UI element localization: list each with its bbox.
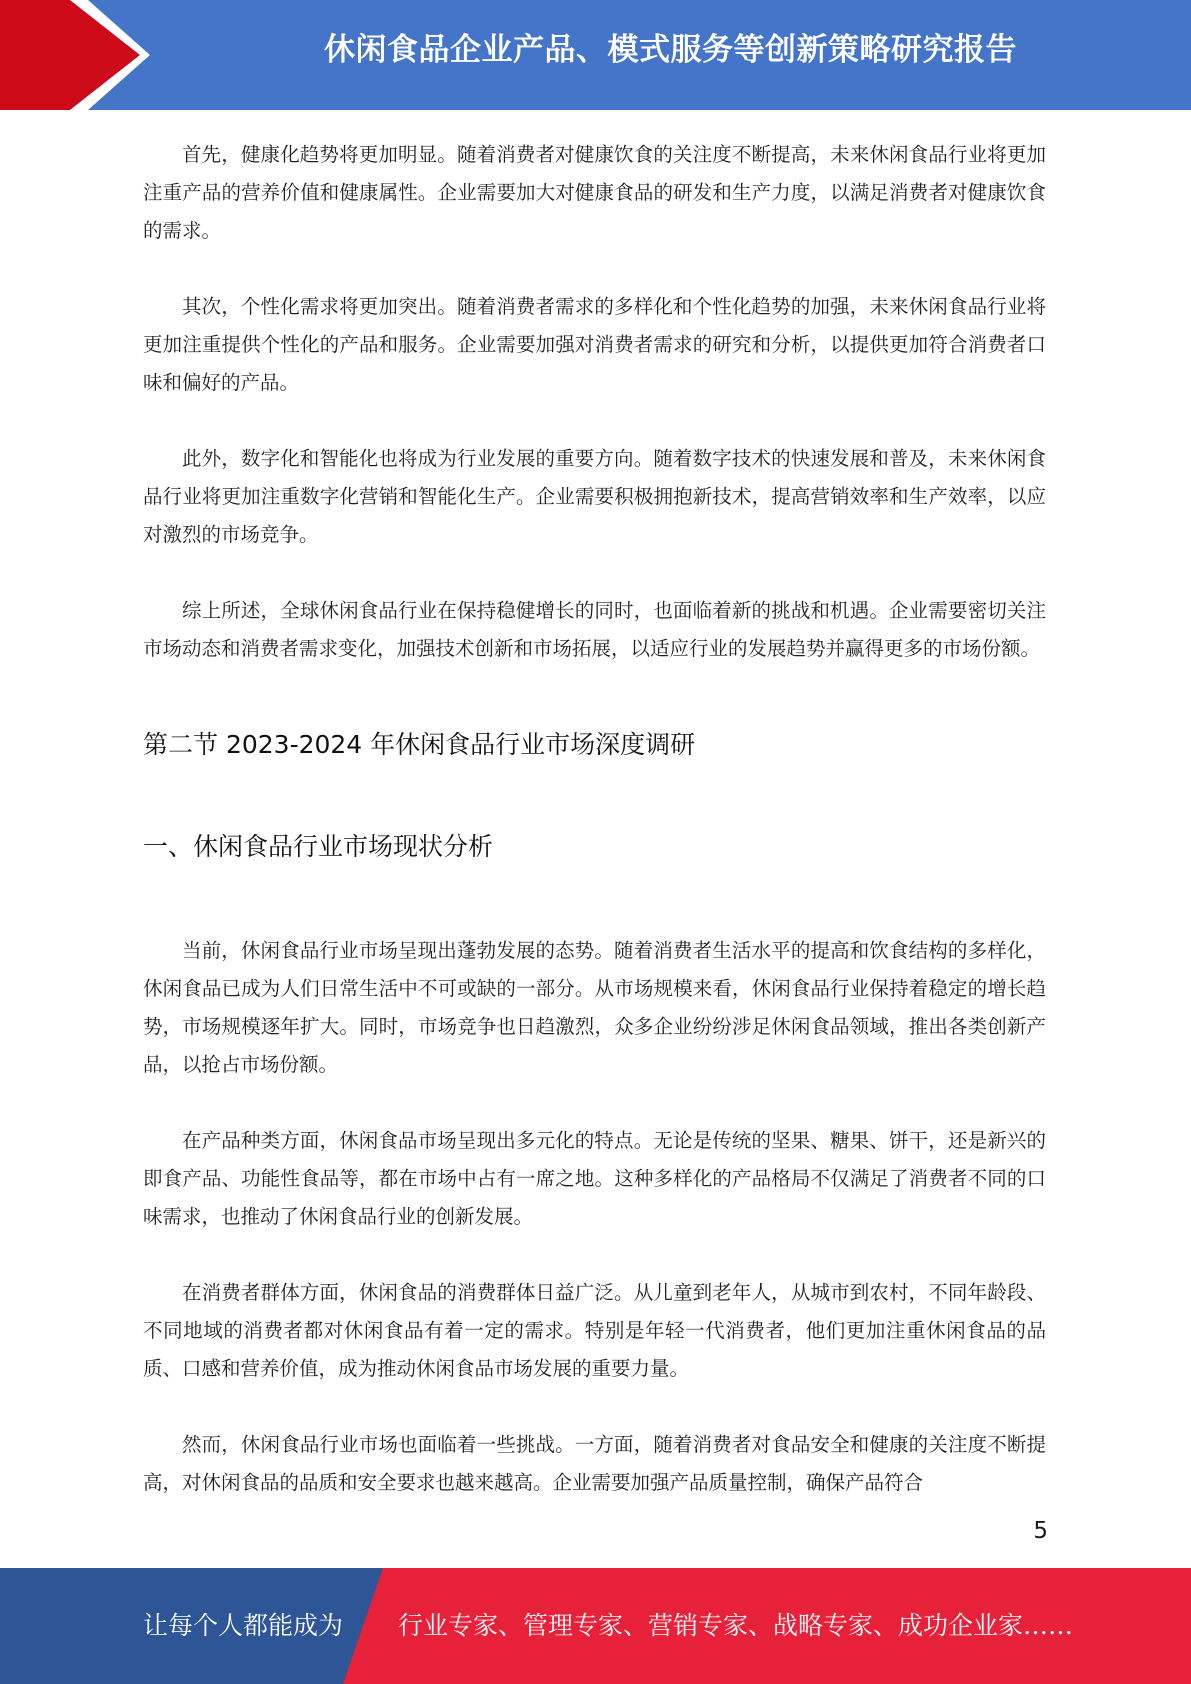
- footer-slogan-left: 让每个人都能成为: [143, 1611, 344, 1640]
- section-heading: 第二节 2023-2024 年休闲食品行业市场深度调研: [143, 730, 696, 759]
- paragraph: 其次，个性化需求将更加突出。随着消费者需求的多样化和个性化趋势的加强，未来休闲食品行业将更加注重提供个性化的产品和服务。企业需要加强对消费者需求的研究和分析，以提供更加符合消费者口味和偏好的产品。: [143, 295, 1046, 394]
- paragraph: 在产品种类方面，休闲食品市场呈现出多元化的特点。无论是传统的坚果、糖果、饼干，还是新兴的即食产品、功能性食品等，都在市场中占有一席之地。这种多样化的产品格局不仅满足了消费者不同的口味需求，也推动了休闲食品行业的创新发展。: [143, 1129, 1046, 1228]
- paragraph: 然而，休闲食品行业市场也面临着一些挑战。一方面，随着消费者对食品安全和健康的关注度不断提高，对休闲食品的品质和安全要求也越来越高。企业需要加强产品质量控制，确保产品符合: [143, 1433, 1046, 1494]
- footer-slogan-right: 行业专家、管理专家、营销专家、战略专家、成功企业家……: [398, 1611, 1074, 1640]
- paragraph: 此外，数字化和智能化也将成为行业发展的重要方向。随着数字技术的快速发展和普及，未来休闲食品行业将更加注重数字化营销和智能化生产。企业需要积极拥抱新技术，提高营销效率和生产效率，以应对激烈的市场竞争。: [143, 447, 1046, 546]
- report-title: 休闲食品企业产品、模式服务等创新策略研究报告: [324, 32, 1017, 68]
- paragraph: 综上所述，全球休闲食品行业在保持稳健增长的同时，也面临着新的挑战和机遇。企业需要密切关注市场动态和消费者需求变化，加强技术创新和市场拓展，以适应行业的发展趋势并赢得更多的市场份额。: [143, 599, 1046, 660]
- paragraph: 首先，健康化趋势将更加明显。随着消费者对健康饮食的关注度不断提高，未来休闲食品行业将更加注重产品的营养价值和健康属性。企业需要加大对健康食品的研发和生产力度，以满足消费者对健康饮食的需求。: [143, 143, 1046, 242]
- subsection-heading: 一、休闲食品行业市场现状分析: [143, 832, 494, 861]
- header-banner: [0, 0, 1191, 110]
- paragraph: 当前，休闲食品行业市场呈现出蓬勃发展的态势。随着消费者生活水平的提高和饮食结构的多样化，休闲食品已成为人们日常生活中不可或缺的一部分。从市场规模来看，休闲食品行业保持着稳定的增长趋势，市场规模逐年扩大。同时，市场竞争也日趋激烈，众多企业纷纷涉足休闲食品领域，推出各类创新产品，以抢占市场份额。: [143, 939, 1046, 1076]
- footer-banner: [0, 1568, 1191, 1684]
- page-number: 5: [1033, 1518, 1048, 1544]
- paragraph: 在消费者群体方面，休闲食品的消费群体日益广泛。从儿童到老年人，从城市到农村，不同年龄段、不同地域的消费者都对休闲食品有着一定的需求。特别是年轻一代消费者，他们更加注重休闲食品的品质、口感和营养价值，成为推动休闲食品市场发展的重要力量。: [143, 1281, 1046, 1380]
- document-body: [143, 136, 1046, 1502]
